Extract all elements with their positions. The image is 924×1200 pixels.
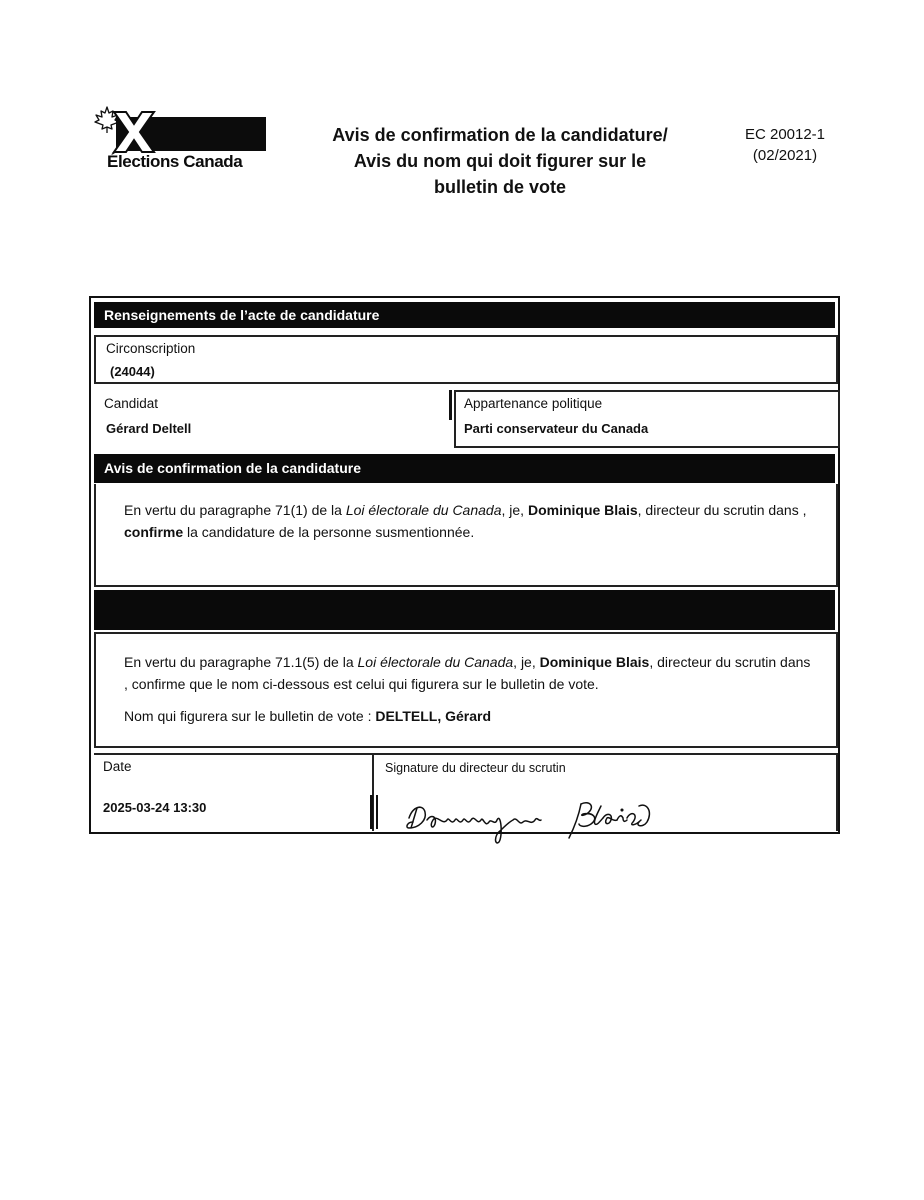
document-title [300,122,700,200]
candidate-value: Gérard Deltell [106,421,192,436]
signature-divider [370,795,373,829]
text-segment: , confirme que le nom ci-dessous est celui qui figurera sur le bulletin de vote. [124,676,599,692]
text-segment: En vertu du paragraphe 71.1(5) de la [124,654,358,670]
date-value: 2025-03-24 13:30 [103,800,207,815]
text-segment: , directeur du scrutin dans [649,654,811,670]
form-revision: (02/2021) [752,147,818,164]
candidate-row [94,390,838,448]
text-segment: , directeur du scrutin dans , [637,502,807,518]
title-line: bulletin de vote [433,177,566,197]
form-frame [89,296,840,834]
affiliation-label: Appartenance politique [464,396,603,411]
form-code [730,124,840,166]
text-segment: la candidature de la personne susmentionnée. [183,524,475,540]
ballot-name-value: DELTELL, Gérard [375,708,492,724]
affiliation-right-rule [838,390,840,448]
title-line: Avis du nom qui doit figurer sur le [353,151,647,171]
text-segment: , je, [513,654,540,670]
candidate-label: Candidat [104,396,159,411]
signature-label: Signature du directeur du scrutin [385,761,566,775]
text-segment: , je, [501,502,528,518]
riding-value: (24044) [110,364,155,379]
confirmation-body [94,484,838,587]
law-name: Loi électorale du Canada [357,654,514,670]
confirm-word: confirme [124,524,184,540]
date-label: Date [103,759,132,774]
section-header-ballot-name [94,590,835,630]
ballot-name-paragraph [124,651,834,695]
affiliation-value: Parti conservateur du Canada [464,421,649,436]
elections-canada-logo [94,106,266,172]
title-line: Avis de confirmation de la candidature/ [332,125,668,145]
form-number: EC 20012-1 [744,126,826,143]
column-divider [449,390,452,420]
ballot-name-label: Nom qui figurera sur le bulletin de vote : [124,708,376,724]
section-header-confirmation: Avis de confirmation de la candidature [94,454,835,483]
law-name: Loi électorale du Canada [345,502,502,518]
riding-label: Circonscription [106,341,196,356]
handwritten-signature [403,792,673,852]
logo-wordmark: Élections Canada [107,152,243,171]
officer-name: Dominique Blais [527,502,638,518]
riding-cell [94,335,838,384]
ballot-name-body [94,632,838,748]
confirmation-paragraph [124,499,824,543]
affiliation-top-rule [454,390,840,392]
signature-divider [376,795,378,829]
ballot-name-line [124,705,824,727]
officer-name: Dominique Blais [539,654,650,670]
x-mark-icon [112,110,156,154]
section-header-nomination: Renseignements de l’acte de candidature [94,302,835,328]
text-segment: En vertu du paragraphe 71(1) de la [124,502,346,518]
